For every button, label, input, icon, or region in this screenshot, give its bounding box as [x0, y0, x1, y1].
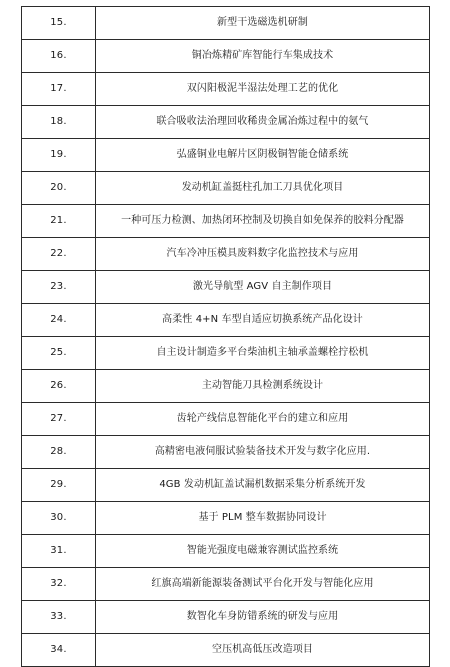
- row-number: 32.: [22, 568, 96, 601]
- table-row: [22, 436, 430, 469]
- project-name: 弘盛铜业电解片区阴极铜智能仓储系统: [96, 139, 430, 172]
- row-number: 34.: [22, 634, 96, 667]
- row-number: 23.: [22, 271, 96, 304]
- project-name: 双闪阳极泥半湿法处理工艺的优化: [96, 73, 430, 106]
- project-name: 一种可压力检测、加热闭环控制及切换自如免保养的胶料分配器: [96, 205, 430, 238]
- project-name: 汽车冷冲压模具废料数字化监控技术与应用: [96, 238, 430, 271]
- project-name: 数智化车身防错系统的研发与应用: [96, 601, 430, 634]
- project-name: 智能光强度电磁兼容测试监控系统: [96, 535, 430, 568]
- project-name: 空压机高低压改造项目: [96, 634, 430, 667]
- project-name: 主动智能刀具检测系统设计: [96, 370, 430, 403]
- row-number: 20.: [22, 172, 96, 205]
- table-row: [22, 271, 430, 304]
- table-row: [22, 7, 430, 40]
- project-table-body: [22, 7, 430, 667]
- table-row: [22, 139, 430, 172]
- project-name: 联合吸收法治理回收稀贵金属冶炼过程中的氨气: [96, 106, 430, 139]
- row-number: 22.: [22, 238, 96, 271]
- row-number: 25.: [22, 337, 96, 370]
- project-name: 新型干选磁选机研制: [96, 7, 430, 40]
- table-row: [22, 106, 430, 139]
- row-number: 26.: [22, 370, 96, 403]
- row-number: 33.: [22, 601, 96, 634]
- table-row: [22, 502, 430, 535]
- row-number: 17.: [22, 73, 96, 106]
- row-number: 27.: [22, 403, 96, 436]
- project-table: [21, 6, 430, 667]
- table-row: [22, 634, 430, 667]
- row-number: 15.: [22, 7, 96, 40]
- project-name: 激光导航型 AGV 自主制作项目: [96, 271, 430, 304]
- row-number: 16.: [22, 40, 96, 73]
- project-name: 4GB 发动机缸盖试漏机数据采集分析系统开发: [96, 469, 430, 502]
- table-row: [22, 370, 430, 403]
- table-row: [22, 304, 430, 337]
- table-row: [22, 40, 430, 73]
- table-row: [22, 205, 430, 238]
- project-name: 铜冶炼精矿库智能行车集成技术: [96, 40, 430, 73]
- table-row: [22, 73, 430, 106]
- project-name: 高精密电液伺服试验装备技术开发与数字化应用.: [96, 436, 430, 469]
- table-row: [22, 469, 430, 502]
- row-number: 30.: [22, 502, 96, 535]
- project-name: 高柔性 4+N 车型自适应切换系统产品化设计: [96, 304, 430, 337]
- row-number: 21.: [22, 205, 96, 238]
- table-row: [22, 403, 430, 436]
- row-number: 28.: [22, 436, 96, 469]
- table-row: [22, 601, 430, 634]
- project-name: 发动机缸盖挺柱孔加工刀具优化项目: [96, 172, 430, 205]
- table-row: [22, 238, 430, 271]
- table-row: [22, 337, 430, 370]
- table-row: [22, 172, 430, 205]
- table-row: [22, 535, 430, 568]
- project-name: 自主设计制造多平台柴油机主轴承盖螺栓拧松机: [96, 337, 430, 370]
- row-number: 19.: [22, 139, 96, 172]
- row-number: 18.: [22, 106, 96, 139]
- row-number: 31.: [22, 535, 96, 568]
- project-name: 红旗高端新能源装备测试平台化开发与智能化应用: [96, 568, 430, 601]
- table-row: [22, 568, 430, 601]
- row-number: 29.: [22, 469, 96, 502]
- row-number: 24.: [22, 304, 96, 337]
- project-name: 齿轮产线信息智能化平台的建立和应用: [96, 403, 430, 436]
- project-name: 基于 PLM 整车数据协同设计: [96, 502, 430, 535]
